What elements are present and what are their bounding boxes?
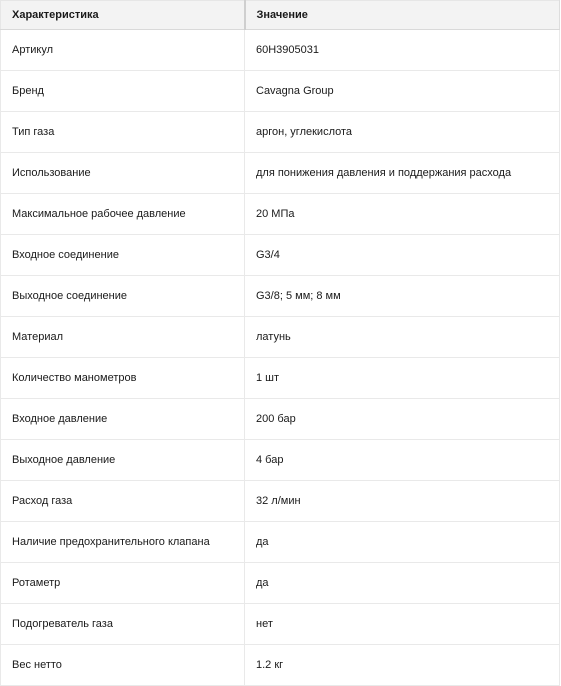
characteristic-name-cell: Бренд <box>1 71 245 112</box>
table-row <box>1 522 560 563</box>
header-row <box>1 1 560 30</box>
characteristic-value-cell: для понижения давления и поддержания расхода <box>245 153 560 194</box>
table-row <box>1 440 560 481</box>
table-row <box>1 317 560 358</box>
table-row <box>1 358 560 399</box>
table-row <box>1 399 560 440</box>
table-row <box>1 563 560 604</box>
characteristic-name-cell: Максимальное рабочее давление <box>1 194 245 235</box>
characteristic-name-cell: Тип газа <box>1 112 245 153</box>
table-row <box>1 481 560 522</box>
characteristic-name-cell: Входное давление <box>1 399 245 440</box>
characteristic-value-cell: 60H3905031 <box>245 30 560 71</box>
characteristic-name-cell: Выходное давление <box>1 440 245 481</box>
characteristic-name-cell: Использование <box>1 153 245 194</box>
specs-table-header <box>1 1 560 30</box>
characteristic-value-cell: 20 МПа <box>245 194 560 235</box>
characteristic-name-cell: Расход газа <box>1 481 245 522</box>
characteristic-name-cell: Ротаметр <box>1 563 245 604</box>
characteristic-name-cell: Количество манометров <box>1 358 245 399</box>
characteristic-name-cell: Артикул <box>1 30 245 71</box>
characteristic-value-cell: да <box>245 563 560 604</box>
characteristic-value-cell: да <box>245 522 560 563</box>
column-header-characteristic: Характеристика <box>1 1 245 30</box>
table-row <box>1 194 560 235</box>
characteristic-value-cell: 4 бар <box>245 440 560 481</box>
characteristic-value-cell: G3/8; 5 мм; 8 мм <box>245 276 560 317</box>
table-row <box>1 645 560 686</box>
characteristic-name-cell: Входное соединение <box>1 235 245 276</box>
characteristic-name-cell: Вес нетто <box>1 645 245 686</box>
table-row <box>1 235 560 276</box>
characteristic-value-cell: 1.2 кг <box>245 645 560 686</box>
characteristic-value-cell: латунь <box>245 317 560 358</box>
column-header-value: Значение <box>245 1 560 30</box>
table-row <box>1 276 560 317</box>
table-row <box>1 30 560 71</box>
characteristic-value-cell: G3/4 <box>245 235 560 276</box>
characteristic-value-cell: 200 бар <box>245 399 560 440</box>
characteristic-value-cell: аргон, углекислота <box>245 112 560 153</box>
table-row <box>1 112 560 153</box>
characteristic-name-cell: Материал <box>1 317 245 358</box>
characteristic-value-cell: нет <box>245 604 560 645</box>
table-row <box>1 153 560 194</box>
characteristic-name-cell: Выходное соединение <box>1 276 245 317</box>
characteristic-value-cell: Cavagna Group <box>245 71 560 112</box>
characteristic-value-cell: 1 шт <box>245 358 560 399</box>
characteristic-value-cell: 32 л/мин <box>245 481 560 522</box>
table-row <box>1 71 560 112</box>
specs-table-body <box>1 30 560 686</box>
characteristic-name-cell: Наличие предохранительного клапана <box>1 522 245 563</box>
table-row <box>1 604 560 645</box>
characteristic-name-cell: Подогреватель газа <box>1 604 245 645</box>
